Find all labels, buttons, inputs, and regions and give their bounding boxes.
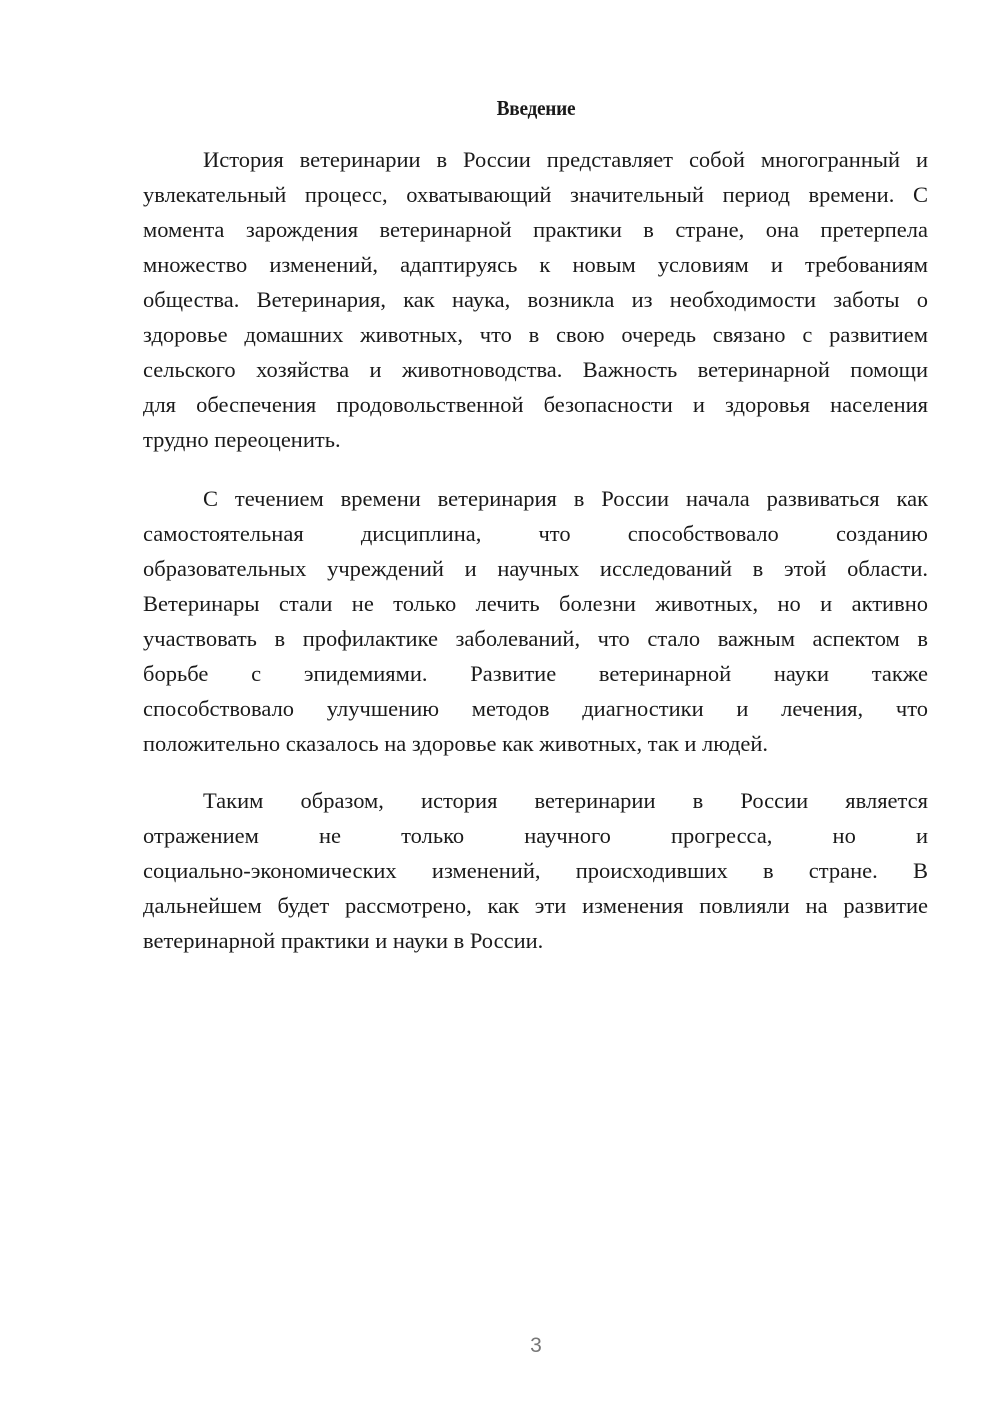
paragraph-line: ветеринарной практики и науки в России. <box>143 928 544 953</box>
paragraph-line: История ветеринарии в России представляет собой многогранный и <box>203 147 928 172</box>
paragraph-2 <box>143 481 928 761</box>
paragraph-line: борьбе с эпидемиями. Развитие ветеринарной науки также <box>143 661 928 686</box>
paragraph-line: общества. Ветеринария, как наука, возникла из необходимости заботы о <box>143 287 928 312</box>
paragraph-line: отражением не только научного прогресса, но и <box>143 823 928 848</box>
paragraph-line: С течением времени ветеринария в России начала развиваться как <box>203 486 928 511</box>
paragraph-line: участвовать в профилактике заболеваний, что стало важным аспектом в <box>143 626 928 651</box>
paragraph-line: положительно сказалось на здоровье как животных, так и людей. <box>143 731 769 756</box>
paragraph-3 <box>143 783 928 958</box>
paragraph-line: увлекательный процесс, охватывающий значительный период времени. С <box>143 182 928 207</box>
paragraph-line: дальнейшем будет рассмотрено, как эти изменения повлияли на развитие <box>143 893 928 918</box>
paragraph-line: момента зарождения ветеринарной практики в стране, она претерпела <box>143 217 928 242</box>
paragraph-line: трудно переоценить. <box>143 427 341 452</box>
paragraph-line: способствовало улучшению методов диагностики и лечения, что <box>143 696 928 721</box>
paragraph-line: сельского хозяйства и животноводства. Важность ветеринарной помощи <box>143 357 928 382</box>
paragraph-line: Таким образом, история ветеринарии в России является <box>203 788 928 813</box>
paragraph-line: самостоятельная дисциплина, что способствовало созданию <box>143 521 928 546</box>
paragraph-line: для обеспечения продовольственной безопасности и здоровья населения <box>143 392 928 417</box>
paragraph-line: образовательных учреждений и научных исследований в этой области. <box>143 556 928 581</box>
paragraph-line: множество изменений, адаптируясь к новым условиям и требованиям <box>143 252 928 277</box>
paragraph-1 <box>143 142 928 457</box>
paragraph-line: здоровье домашних животных, что в свою очередь связано с развитием <box>143 322 928 347</box>
page-number: 3 <box>530 1334 542 1357</box>
paragraph-line: Ветеринары стали не только лечить болезни животных, но и активно <box>143 591 928 616</box>
section-heading: Введение <box>496 96 576 120</box>
paragraph-line: социально-экономических изменений, происходивших в стране. В <box>143 858 928 883</box>
